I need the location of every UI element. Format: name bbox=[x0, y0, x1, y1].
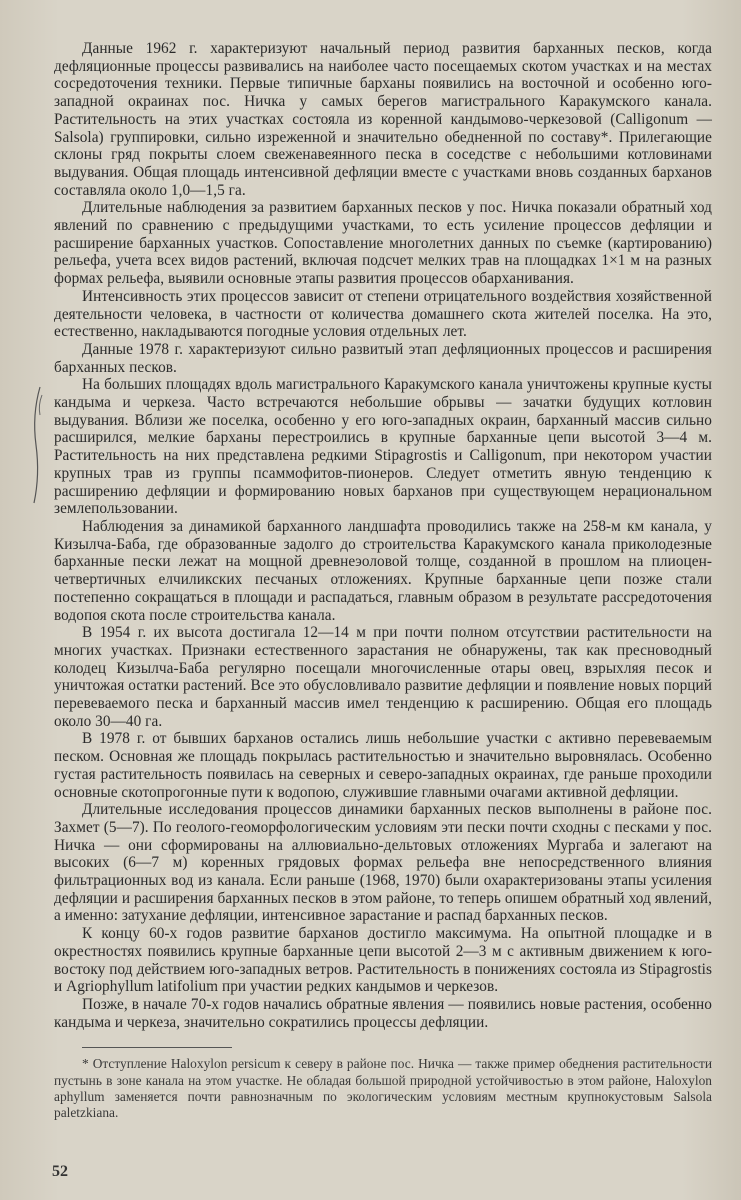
paragraph: На больших площадях вдоль магистрального Каракумского канала уничтожены крупные кусты кандыма и черкеза. Часто встречаются небольшие обрывы — зачатки будущих котловин выдувания. Вблизи же поселка, особенно у его юго-западных окраин, барханный массив сильно расширился, мелкие барханы перестроились в крупные барханные цепи высотой 3—4 м. Растительность на них представлена редкими Stipagrostis и Calligonum, при некотором участии крупных трав из группы псаммофитов-пионеров. Следует отметить явную тенденцию к расширению дефляции и формированию новых барханов при существующем нерациональном землепользовании. bbox=[54, 376, 712, 518]
margin-pencil-mark bbox=[30, 385, 44, 505]
footnote: * Отступление Haloxylon persicum к северу в районе пос. Ничка — также пример обеднения растительности пустынь в зоне канала на этом участке. Не обладая большой природной устойчивостью в этом районе, Haloxylon aphyllum заменяется почти равнозначным по экологическим условиям местным крупнокустовым Salsola paletzkiana. bbox=[54, 1056, 712, 1120]
paragraph: Интенсивность этих процессов зависит от степени отрицательного воздействия хозяйственной деятельности человека, в частности от количества домашнего скота жителей поселка. На это, естественно, накладываются погодные условия отдельных лет. bbox=[54, 287, 712, 341]
paragraph: В 1954 г. их высота достигала 12—14 м при почти полном отсутствии растительности на многих участках. Признаки естественного зарастания не обнаружены, так как пресноводный колодец Кизылча-Баба регулярно посещали многочисленные отары овец, взрыхляя песок и уничтожая остатки растений. Все это обусловливало развитие дефляции и появление новых порций перевеваемого песка и барханный массив имел тенденцию к расширению. Общая его площадь около 30—40 га. bbox=[54, 624, 712, 730]
paragraph: Длительные наблюдения за развитием барханных песков у пос. Ничка показали обратный ход явлений по сравнению с предыдущими участками, то есть усиление процессов дефляции и расширение барханных участков. Сопоставление многолетних данных по съемке (картированию) рельефа, учета всех видов растений, включая подсчет мелких трав на площадках 1×1 м на разных формах рельефа, выявили основные этапы развития процессов обарханивания. bbox=[54, 199, 712, 288]
paragraph: К концу 60-х годов развитие барханов достигло максимума. На опытной площадке и в окрестностях появились крупные барханные цепи высотой 2—3 м с активным движением к юго-востоку под действием юго-западных ветров. Растительность в понижениях состояла из Stipagrostis и Agriophyllum latifolium при участии редких кандымов и черкезов. bbox=[54, 925, 712, 996]
page-number: 52 bbox=[52, 1163, 68, 1180]
paragraph: Позже, в начале 70-х годов начались обратные явления — появились новые растения, особенно кандыма и черкеза, значительно сократились процессы дефляции. bbox=[54, 995, 712, 1031]
paragraph: Длительные исследования процессов динамики барханных песков выполнены в районе пос. Захмет (5—7). По геолого-геоморфологическим условиям эти пески почти сходны с песками у пос. Ничка — они сформированы на аллювиально-дельтовых отложениях Мургаба и залегают на высоких (6—7 м) коренных грядовых формах рельефа вне непосредственного влияния фильтрационных вод из канала. Если раньше (1968, 1970) были охарактеризованы этапы усиления дефляции и расширения барханных песков в этом районе, то теперь опишем обратный ход явлений, а именно: затухание дефляции, интенсивное зарастание и распад барханных песков. bbox=[54, 801, 712, 925]
paragraph: Наблюдения за динамикой барханного ландшафта проводились также на 258-м км канала, у Кизылча-Баба, где образованные задолго до строительства Каракумского канала приколодезные барханные пески лежат на мощной древнеэоловой толще, созданной в прошлом на плиоцен-четвертичных елчиликских песчаных отложениях. Крупные барханные цепи позже стали постепенно сокращаться в площади и распадаться, главным образом в результате рассредоточения водопоя скота после строительства канала. bbox=[54, 517, 712, 624]
paragraph: Данные 1962 г. характеризуют начальный период развития барханных песков, когда дефляционные процессы развивались на наиболее часто посещаемых скотом участках и на местах сосредоточения техники. Первые типичные барханы появились на восточной и особенно юго-западной окраинах пос. Ничка у самых берегов магистрального Каракумского канала. Растительность на этих участках состояла из коренной кандымово-черкезовой (Calligonum — Salsola) группировки, сильно изреженной и значительно обедненной по составу*. Прилегающие склоны гряд покрыты слоем свеженавеянного песка в соседстве с небольшими котловинами выдувания. Общая площадь интенсивной дефляции вместе с участками вновь созданных барханов составляла около 1,0—1,5 га. bbox=[54, 40, 712, 199]
paragraph: Данные 1978 г. характеризуют сильно развитый этап дефляционных процессов и расширения барханных песков. bbox=[54, 340, 712, 376]
footnote-divider bbox=[82, 1047, 232, 1048]
main-text bbox=[54, 40, 712, 1121]
paragraph: В 1978 г. от бывших барханов остались лишь небольшие участки с активно перевеваемым песком. Основная же площадь покрылась растительностью и значительно выровнялась. Особенно густая растительность появилась на северных и северо-западных окраинах, где раньше проходили основные скотопрогонные пути к водопою, служившие главными очагами активной дефляции. bbox=[54, 730, 712, 801]
